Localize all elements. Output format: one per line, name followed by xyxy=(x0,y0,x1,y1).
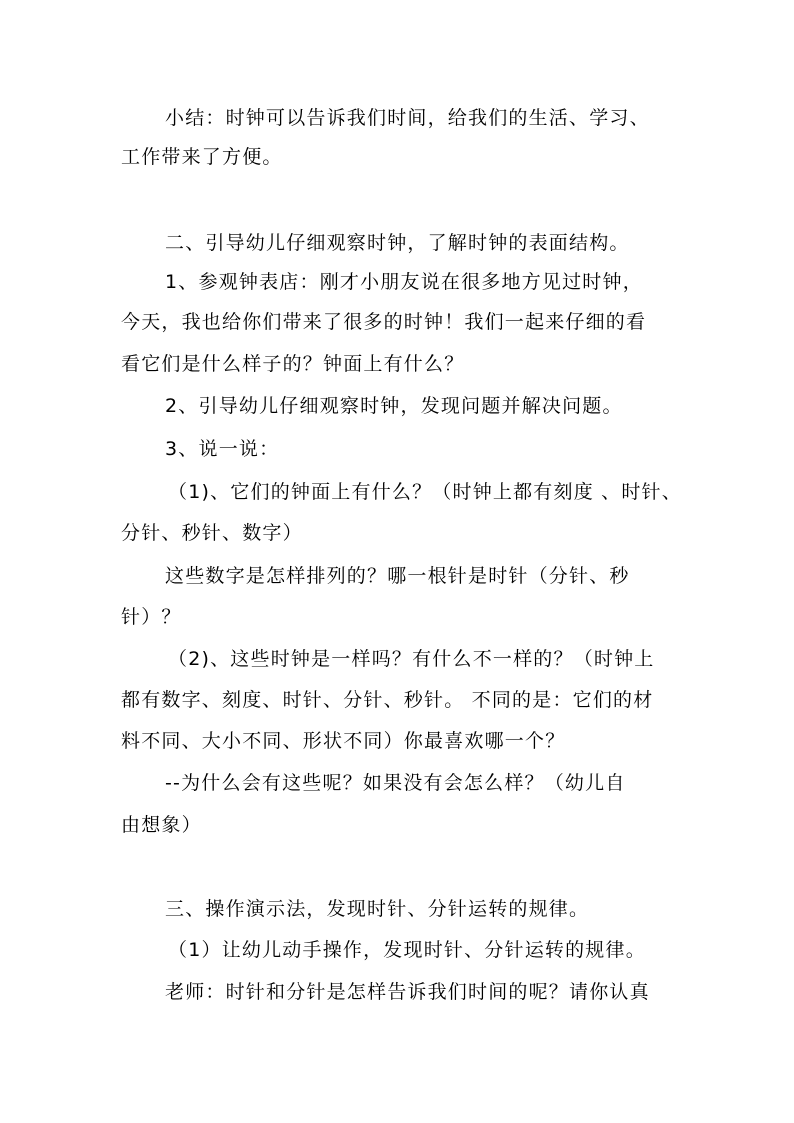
paragraph-summary-line-1: 小结：时钟可以告诉我们时间，给我们的生活、学习、 xyxy=(165,107,650,129)
sub-item-1-line-1: （1)、它们的钟面上有什么？（时钟上都有刻度 、时针、 xyxy=(168,481,682,503)
item-1-line-1: 1、参观钟表店：刚才小朋友说在很多地方见过时钟， xyxy=(165,271,643,293)
question-line-1: 这些数字是怎样排列的？哪一根针是时针（分针、秒 xyxy=(165,565,630,587)
item-1-line-3: 看它们是什么样子的？钟面上有什么？ xyxy=(121,353,465,375)
follow-up-line-2: 由想象） xyxy=(121,814,202,836)
sub-item-1-line-2: 分针、秒针、数字） xyxy=(121,522,303,544)
section-two-heading: 二、引导幼儿仔细观察时钟，了解时钟的表面结构。 xyxy=(165,232,630,254)
sub-item-2-line-2: 都有数字、刻度、时针、分针、秒针。 不同的是：它们的材 xyxy=(121,689,654,711)
section-three-item-1: （1）让幼儿动手操作，发现时针、分针运转的规律。 xyxy=(168,939,646,961)
question-line-2: 针）？ xyxy=(121,606,182,628)
item-3-line: 3、说一说： xyxy=(165,438,280,460)
paragraph-summary-line-2: 工作带来了方便。 xyxy=(121,146,283,168)
sub-item-2-line-1: （2)、这些时钟是一样吗？有什么不一样的？（时钟上 xyxy=(168,648,655,670)
teacher-line: 老师：时针和分针是怎样告诉我们时间的呢？请你认真 xyxy=(165,981,650,1003)
follow-up-line-1: --为什么会有这些呢？如果没有会怎么样？（幼儿自 xyxy=(165,772,626,794)
sub-item-2-line-3: 料不同、大小不同、形状不同）你最喜欢哪一个？ xyxy=(121,730,566,752)
section-three-heading: 三、操作演示法，发现时针、分针运转的规律。 xyxy=(165,898,590,920)
item-2-line: 2、引导幼儿仔细观察时钟，发现问题并解决问题。 xyxy=(165,395,623,417)
item-1-line-2: 今天，我也给你们带来了很多的时钟！我们一起来仔细的看 xyxy=(121,311,647,333)
